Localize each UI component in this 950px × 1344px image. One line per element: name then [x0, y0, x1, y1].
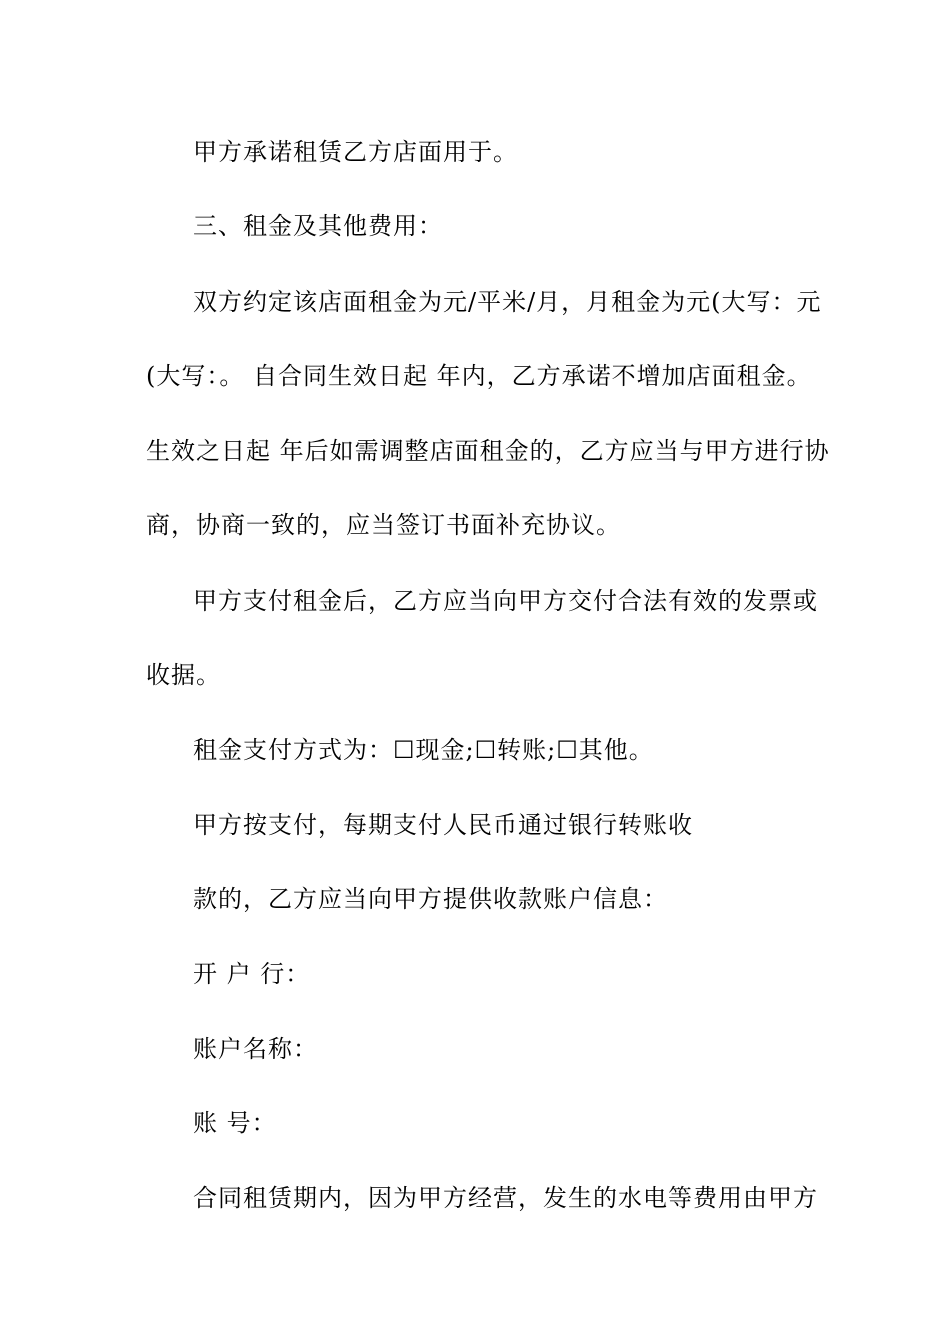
paragraph-line: 款的，乙方应当向甲方提供收款账户信息：	[193, 885, 668, 913]
field-label-account-number: 账 号：	[193, 1109, 277, 1137]
field-label-account-name: 账户名称：	[193, 1035, 318, 1063]
paragraph-line: 生效之日起 年后如需调整店面租金的，乙方应当与甲方进行协	[146, 437, 830, 465]
paragraph-line: 租金支付方式为：☐现金;☐转账;☐其他。	[193, 736, 654, 764]
paragraph-line: 甲方承诺租赁乙方店面用于。	[193, 138, 518, 166]
paragraph-line: 合同租赁期内，因为甲方经营，发生的水电等费用由甲方	[193, 1184, 818, 1212]
paragraph-line: (大写：。 自合同生效日起 年内，乙方承诺不增加店面租金。	[146, 362, 812, 390]
paragraph-line: 双方约定该店面租金为元/平米/月，月租金为元(大写：元	[193, 288, 822, 316]
paragraph-line: 甲方支付租金后，乙方应当向甲方交付合法有效的发票或	[193, 587, 818, 615]
field-label-bank: 开 户 行：	[193, 960, 311, 988]
paragraph-line: 商，协商一致的，应当签订书面补充协议。	[146, 511, 621, 539]
section-heading: 三、租金及其他费用：	[193, 212, 443, 240]
paragraph-line: 甲方按支付，每期支付人民币通过银行转账收	[193, 811, 693, 839]
paragraph-line: 收据。	[146, 661, 221, 689]
